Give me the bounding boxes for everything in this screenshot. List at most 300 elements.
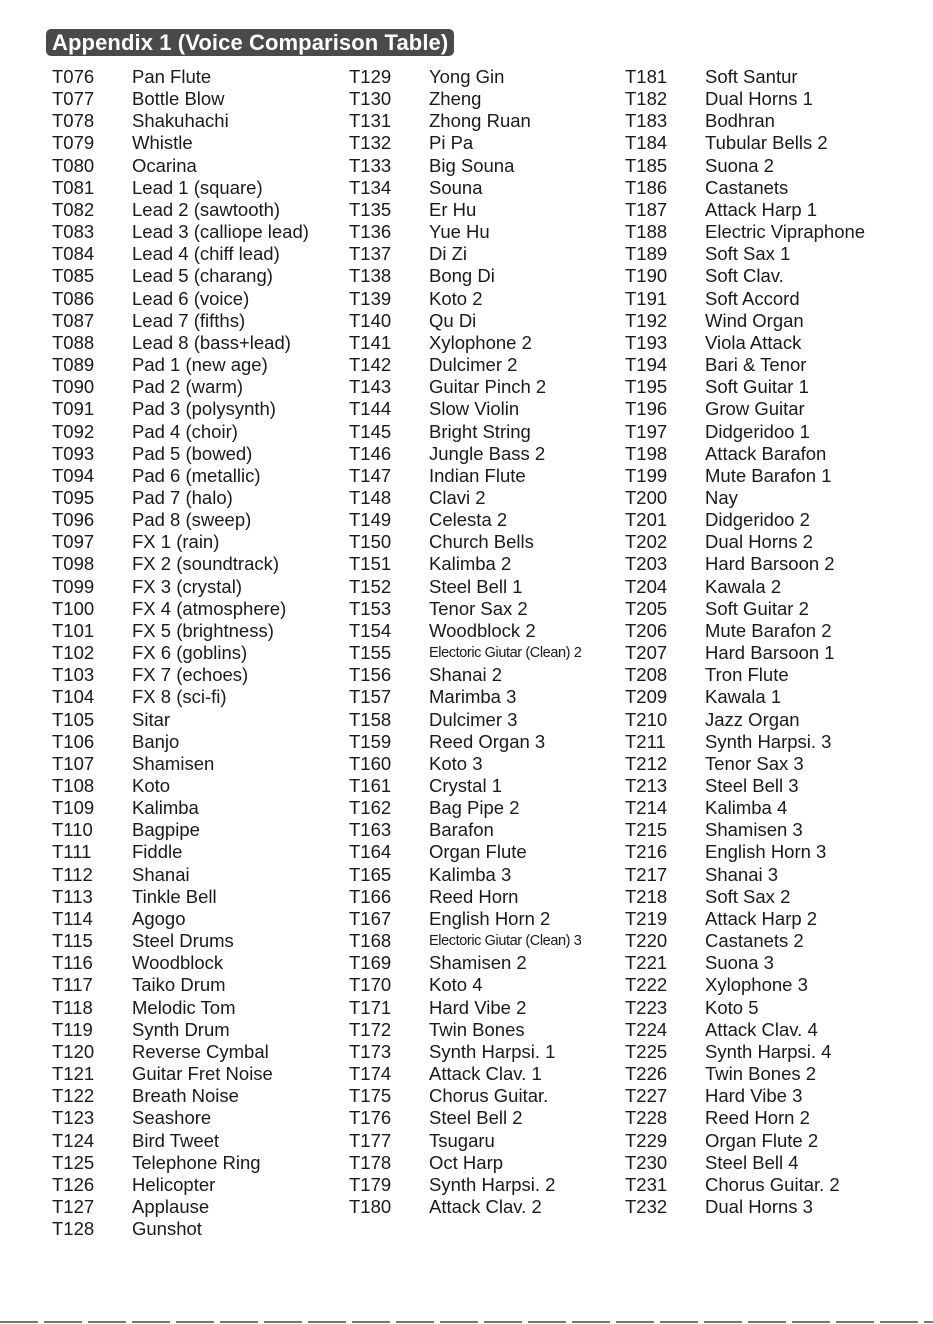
voice-number: T188 bbox=[625, 221, 668, 243]
voice-number: T143 bbox=[349, 376, 392, 398]
voice-name: Shamisen bbox=[132, 752, 215, 774]
voice-number: T222 bbox=[625, 974, 668, 996]
voice-number: T168 bbox=[349, 930, 392, 952]
voice-name: Fiddle bbox=[132, 841, 183, 863]
voice-name: Crystal 1 bbox=[429, 775, 502, 796]
voice-number: T134 bbox=[349, 176, 392, 198]
voice-name: Bag Pipe 2 bbox=[429, 797, 520, 819]
voice-number: T208 bbox=[625, 664, 668, 686]
voice-name: Zhong Ruan bbox=[429, 110, 531, 132]
voice-name: Steel Bell 2 bbox=[429, 1107, 523, 1129]
voice-number: T206 bbox=[625, 619, 668, 641]
voice-number: T175 bbox=[349, 1085, 392, 1107]
voice-name: Steel Bell 4 bbox=[705, 1151, 799, 1173]
voice-name: Chorus Guitar. bbox=[429, 1085, 549, 1107]
voice-name: Shamisen 2 bbox=[429, 952, 527, 974]
voice-name: Lead 3 (calliope lead) bbox=[132, 221, 309, 243]
voice-name: Mute Barafon 2 bbox=[705, 619, 832, 641]
voice-number: T130 bbox=[349, 88, 392, 110]
voice-number: T182 bbox=[625, 88, 668, 110]
voice-name: Dulcimer 2 bbox=[429, 354, 518, 376]
voice-number: T184 bbox=[625, 132, 668, 154]
voice-name: Grow Guitar bbox=[705, 398, 805, 420]
voice-name: Church Bells bbox=[429, 531, 534, 553]
voice-number: T163 bbox=[349, 819, 392, 841]
voice-number: T088 bbox=[52, 331, 95, 353]
voice-name: Pad 4 (choir) bbox=[132, 420, 238, 442]
voice-name: Koto 4 bbox=[429, 974, 483, 996]
voice-name: Soft Guitar 2 bbox=[705, 597, 809, 619]
voice-name: Soft Accord bbox=[705, 287, 800, 309]
voice-number: T114 bbox=[52, 907, 93, 929]
voice-name: FX 2 (soundtrack) bbox=[132, 553, 280, 575]
voice-name: Soft Sax 1 bbox=[705, 243, 791, 265]
voice-name: Chorus Guitar. 2 bbox=[705, 1173, 840, 1195]
voice-number: T093 bbox=[52, 442, 95, 464]
voice-name: Pad 1 (new age) bbox=[132, 354, 268, 376]
voice-name: Zheng bbox=[429, 88, 482, 110]
voice-name: Er Hu bbox=[429, 198, 477, 220]
voice-number: T118 bbox=[52, 996, 93, 1018]
voice-number: T152 bbox=[349, 575, 392, 597]
voice-number: T185 bbox=[625, 154, 668, 176]
voice-name: Yong Gin bbox=[429, 66, 505, 87]
voice-name: Lead 2 (sawtooth) bbox=[132, 198, 281, 220]
voice-name: Lead 8 (bass+lead) bbox=[132, 331, 291, 353]
voice-name: Lead 4 (chiff lead) bbox=[132, 243, 280, 265]
voice-number: T207 bbox=[625, 642, 668, 664]
voice-name: Ocarina bbox=[132, 154, 197, 176]
voice-number: T145 bbox=[349, 420, 392, 442]
voice-number: T193 bbox=[625, 331, 668, 353]
voice-number: T174 bbox=[349, 1063, 392, 1085]
voice-name: Soft Sax 2 bbox=[705, 885, 791, 907]
voice-number: T086 bbox=[52, 287, 95, 309]
voice-number: T149 bbox=[349, 509, 392, 531]
voice-name: Tron Flute bbox=[705, 664, 789, 686]
voice-number: T115 bbox=[52, 930, 93, 952]
voice-number: T200 bbox=[625, 486, 668, 508]
voice-name: Soft Clav. bbox=[705, 265, 784, 287]
voice-number: T148 bbox=[349, 486, 392, 508]
voice-name: Woodblock 2 bbox=[429, 619, 536, 641]
voice-name: Steel Drums bbox=[132, 930, 234, 952]
voice-number: T213 bbox=[625, 775, 668, 796]
voice-number: T083 bbox=[52, 221, 95, 243]
voice-name: English Horn 3 bbox=[705, 841, 827, 863]
voice-number: T098 bbox=[52, 553, 95, 575]
voice-number: T109 bbox=[52, 797, 95, 819]
voice-name: Telephone Ring bbox=[132, 1151, 261, 1173]
voice-number: T217 bbox=[625, 863, 668, 885]
voice-number: T192 bbox=[625, 309, 668, 331]
voice-number: T136 bbox=[349, 221, 392, 243]
voice-number: T161 bbox=[349, 775, 392, 796]
voice-number: T144 bbox=[349, 398, 392, 420]
voice-name: Shanai 3 bbox=[705, 863, 779, 885]
voice-name: Pad 6 (metallic) bbox=[132, 464, 261, 486]
voice-name: Kawala 1 bbox=[705, 686, 782, 708]
voice-name: Kalimba 3 bbox=[429, 863, 512, 885]
voice-name: Didgeridoo 1 bbox=[705, 420, 810, 442]
voice-number: T104 bbox=[52, 686, 95, 708]
voice-name: Applause bbox=[132, 1195, 210, 1217]
voice-number: T096 bbox=[52, 509, 95, 531]
voice-number: T210 bbox=[625, 708, 668, 730]
voice-number: T092 bbox=[52, 420, 95, 442]
voice-name: Reed Horn 2 bbox=[705, 1107, 810, 1129]
voice-number: T191 bbox=[625, 287, 668, 309]
voice-number: T172 bbox=[349, 1018, 392, 1040]
voice-number: T138 bbox=[349, 265, 392, 287]
voice-number: T196 bbox=[625, 398, 668, 420]
voice-name: Viola Attack bbox=[705, 331, 802, 353]
voice-name: Indian Flute bbox=[429, 464, 526, 486]
voice-number: T226 bbox=[625, 1063, 668, 1085]
voice-name: Bright String bbox=[429, 420, 531, 442]
voice-name: Pad 5 (bowed) bbox=[132, 442, 253, 464]
voice-number: T231 bbox=[625, 1173, 668, 1195]
voice-number: T113 bbox=[52, 885, 93, 907]
voice-name: Big Souna bbox=[429, 154, 515, 176]
voice-number: T228 bbox=[625, 1107, 668, 1129]
voice-name: Attack Clav. 2 bbox=[429, 1195, 542, 1217]
voice-number: T103 bbox=[52, 664, 95, 686]
voice-name: Di Zi bbox=[429, 243, 468, 265]
voice-name: Soft Guitar 1 bbox=[705, 376, 809, 398]
voice-number: T108 bbox=[52, 775, 95, 796]
voice-name: Agogo bbox=[132, 907, 186, 929]
voice-name: Taiko Drum bbox=[132, 974, 226, 996]
voice-name: Soft Santur bbox=[705, 66, 798, 87]
voice-number: T177 bbox=[349, 1129, 392, 1151]
voice-name: Synth Harpsi. 4 bbox=[705, 1040, 832, 1062]
voice-number: T106 bbox=[52, 730, 95, 752]
voice-number: T090 bbox=[52, 376, 95, 398]
voice-name: Lead 7 (fifths) bbox=[132, 309, 246, 331]
voice-name: Qu Di bbox=[429, 309, 477, 331]
voice-number: T120 bbox=[52, 1040, 95, 1062]
voice-number: T139 bbox=[349, 287, 392, 309]
voice-number: T140 bbox=[349, 309, 392, 331]
voice-number: T215 bbox=[625, 819, 668, 841]
voice-number: T085 bbox=[52, 265, 95, 287]
voice-number: T160 bbox=[349, 752, 392, 774]
voice-name: Tenor Sax 3 bbox=[705, 752, 804, 774]
voice-number: T107 bbox=[52, 752, 95, 774]
voice-number: T119 bbox=[52, 1018, 93, 1040]
voice-name: Mute Barafon 1 bbox=[705, 464, 832, 486]
voice-number: T162 bbox=[349, 797, 392, 819]
voice-name: Didgeridoo 2 bbox=[705, 509, 810, 531]
voice-number: T076 bbox=[52, 66, 95, 87]
voice-name: Bagpipe bbox=[132, 819, 200, 841]
voice-name: Gunshot bbox=[132, 1218, 202, 1240]
voice-name: Tsugaru bbox=[429, 1129, 495, 1151]
voice-number: T230 bbox=[625, 1151, 668, 1173]
voice-number: T129 bbox=[349, 66, 392, 87]
voice-number: T199 bbox=[625, 464, 668, 486]
voice-name: Marimba 3 bbox=[429, 686, 517, 708]
voice-name: Attack Clav. 1 bbox=[429, 1063, 542, 1085]
voice-number: T131 bbox=[349, 110, 392, 132]
voice-number: T194 bbox=[625, 354, 668, 376]
voice-name: FX 6 (goblins) bbox=[132, 642, 248, 664]
voice-number: T229 bbox=[625, 1129, 668, 1151]
voice-number: T158 bbox=[349, 708, 392, 730]
voice-number: T105 bbox=[52, 708, 95, 730]
voice-name: Banjo bbox=[132, 730, 180, 752]
voice-number: T125 bbox=[52, 1151, 95, 1173]
voice-name: English Horn 2 bbox=[429, 907, 551, 929]
voice-number: T165 bbox=[349, 863, 392, 885]
voice-name: Tenor Sax 2 bbox=[429, 597, 528, 619]
voice-number: T135 bbox=[349, 198, 392, 220]
voice-name: Electoric Giutar (Clean) 3 bbox=[429, 933, 582, 950]
voice-name: FX 3 (crystal) bbox=[132, 575, 242, 597]
voice-name: Barafon bbox=[429, 819, 494, 841]
voice-name: Twin Bones 2 bbox=[705, 1063, 817, 1085]
voice-number: T157 bbox=[349, 686, 392, 708]
voice-number: T203 bbox=[625, 553, 668, 575]
voice-name: Breath Noise bbox=[132, 1085, 239, 1107]
voice-name: Seashore bbox=[132, 1107, 212, 1129]
voice-number: T164 bbox=[349, 841, 392, 863]
voice-name: Pad 2 (warm) bbox=[132, 376, 244, 398]
voice-number: T195 bbox=[625, 376, 668, 398]
voice-name: Jungle Bass 2 bbox=[429, 442, 546, 464]
voice-number: T197 bbox=[625, 420, 668, 442]
voice-number: T186 bbox=[625, 176, 668, 198]
voice-number: T112 bbox=[52, 863, 93, 885]
voice-number: T111 bbox=[52, 841, 92, 863]
voice-number: T178 bbox=[349, 1151, 392, 1173]
voice-number: T204 bbox=[625, 575, 668, 597]
voice-name: Sitar bbox=[132, 708, 171, 730]
voice-number: T079 bbox=[52, 132, 95, 154]
voice-name: Attack Harp 1 bbox=[705, 198, 818, 220]
voice-number: T169 bbox=[349, 952, 392, 974]
voice-number: T190 bbox=[625, 265, 668, 287]
voice-number: T081 bbox=[52, 176, 95, 198]
voice-name: Bari & Tenor bbox=[705, 354, 807, 376]
voice-number: T117 bbox=[52, 974, 93, 996]
voice-name: Shamisen 3 bbox=[705, 819, 803, 841]
voice-number: T124 bbox=[52, 1129, 95, 1151]
voice-name: Reed Organ 3 bbox=[429, 730, 546, 752]
voice-name: Dulcimer 3 bbox=[429, 708, 518, 730]
voice-number: T205 bbox=[625, 597, 668, 619]
voice-name: Hard Barsoon 1 bbox=[705, 642, 835, 664]
voice-name: Shanai bbox=[132, 863, 190, 885]
voice-name: Organ Flute 2 bbox=[705, 1129, 819, 1151]
voice-name: Nay bbox=[705, 486, 738, 508]
voice-number: T128 bbox=[52, 1218, 95, 1240]
voice-number: T220 bbox=[625, 930, 668, 952]
voice-number: T187 bbox=[625, 198, 668, 220]
voice-number: T126 bbox=[52, 1173, 95, 1195]
voice-name: Pi Pa bbox=[429, 132, 474, 154]
voice-number: T077 bbox=[52, 88, 95, 110]
voice-name: Jazz Organ bbox=[705, 708, 800, 730]
voice-name: Pan Flute bbox=[132, 66, 212, 87]
voice-name: Hard Vibe 3 bbox=[705, 1085, 803, 1107]
voice-name: Synth Harpsi. 3 bbox=[705, 730, 832, 752]
voice-name: Pad 8 (sweep) bbox=[132, 509, 252, 531]
voice-number: T095 bbox=[52, 486, 95, 508]
voice-name: Dual Horns 3 bbox=[705, 1195, 813, 1217]
voice-name: Kalimba bbox=[132, 797, 199, 819]
voice-number: T212 bbox=[625, 752, 668, 774]
voice-number: T201 bbox=[625, 509, 668, 531]
voice-name: Shakuhachi bbox=[132, 110, 229, 132]
voice-name: Kalimba 4 bbox=[705, 797, 788, 819]
voice-number: T142 bbox=[349, 354, 392, 376]
voice-number: T102 bbox=[52, 642, 95, 664]
voice-name: Attack Barafon bbox=[705, 442, 827, 464]
voice-name: Kawala 2 bbox=[705, 575, 782, 597]
voice-name: Kalimba 2 bbox=[429, 553, 512, 575]
voice-number: T225 bbox=[625, 1040, 668, 1062]
voice-number: T078 bbox=[52, 110, 95, 132]
voice-number: T097 bbox=[52, 531, 95, 553]
voice-name: FX 5 (brightness) bbox=[132, 619, 274, 641]
voice-name: Synth Harpsi. 1 bbox=[429, 1040, 556, 1062]
voice-name: Attack Harp 2 bbox=[705, 907, 818, 929]
voice-number: T189 bbox=[625, 243, 668, 265]
voice-name: Whistle bbox=[132, 132, 193, 154]
voice-name: Dual Horns 2 bbox=[705, 531, 813, 553]
voice-name: Dual Horns 1 bbox=[705, 88, 813, 110]
voice-number: T171 bbox=[349, 996, 392, 1018]
voice-name: Castanets bbox=[705, 176, 789, 198]
voice-name: Koto bbox=[132, 775, 171, 796]
voice-number: T218 bbox=[625, 885, 668, 907]
voice-name: Helicopter bbox=[132, 1173, 216, 1195]
voice-name: Suona 2 bbox=[705, 154, 774, 176]
voice-number: T094 bbox=[52, 464, 95, 486]
voice-name: Tubular Bells 2 bbox=[705, 132, 828, 154]
voice-number: T156 bbox=[349, 664, 392, 686]
voice-name: FX 4 (atmosphere) bbox=[132, 597, 287, 619]
voice-number: T211 bbox=[625, 730, 666, 752]
voice-name: Tinkle Bell bbox=[132, 885, 217, 907]
voice-number: T137 bbox=[349, 243, 392, 265]
voice-number: T155 bbox=[349, 642, 392, 664]
voice-name: FX 7 (echoes) bbox=[132, 664, 249, 686]
voice-number: T221 bbox=[625, 952, 668, 974]
voice-number: T091 bbox=[52, 398, 95, 420]
voice-name: Melodic Tom bbox=[132, 996, 236, 1018]
voice-name: Yue Hu bbox=[429, 221, 490, 243]
voice-number: T121 bbox=[52, 1063, 95, 1085]
voice-number: T123 bbox=[52, 1107, 95, 1129]
voice-number: T150 bbox=[349, 531, 392, 553]
voice-number: T110 bbox=[52, 819, 93, 841]
voice-number: T166 bbox=[349, 885, 392, 907]
voice-name: Guitar Fret Noise bbox=[132, 1063, 273, 1085]
voice-number: T147 bbox=[349, 464, 392, 486]
voice-number: T087 bbox=[52, 309, 95, 331]
voice-number: T122 bbox=[52, 1085, 95, 1107]
voice-name: FX 1 (rain) bbox=[132, 531, 220, 553]
voice-number: T141 bbox=[349, 331, 392, 353]
voice-name: Pad 3 (polysynth) bbox=[132, 398, 276, 420]
voice-name: Attack Clav. 4 bbox=[705, 1018, 818, 1040]
voice-name: Souna bbox=[429, 176, 483, 198]
voice-number: T173 bbox=[349, 1040, 392, 1062]
voice-number: T132 bbox=[349, 132, 392, 154]
voice-number: T219 bbox=[625, 907, 668, 929]
voice-number: T101 bbox=[52, 619, 95, 641]
voice-name: Oct Harp bbox=[429, 1151, 504, 1173]
voice-name: Xylophone 2 bbox=[429, 331, 532, 353]
voice-number: T167 bbox=[349, 907, 392, 929]
voice-number: T180 bbox=[349, 1195, 392, 1217]
voice-number: T183 bbox=[625, 110, 668, 132]
voice-name: Suona 3 bbox=[705, 952, 774, 974]
voice-name: Bodhran bbox=[705, 110, 775, 132]
voice-name: Koto 2 bbox=[429, 287, 483, 309]
voice-name: Bottle Blow bbox=[132, 88, 225, 110]
voice-name: Twin Bones bbox=[429, 1018, 525, 1040]
voice-name: Steel Bell 3 bbox=[705, 775, 799, 796]
voice-number: T216 bbox=[625, 841, 668, 863]
voice-number: T232 bbox=[625, 1195, 668, 1217]
voice-name: Slow Violin bbox=[429, 398, 520, 420]
voice-number: T202 bbox=[625, 531, 668, 553]
voice-name: Bird Tweet bbox=[132, 1129, 220, 1151]
voice-number: T179 bbox=[349, 1173, 392, 1195]
voice-number: T151 bbox=[349, 553, 392, 575]
voice-number: T146 bbox=[349, 442, 392, 464]
voice-name: Wind Organ bbox=[705, 309, 804, 331]
voice-number: T214 bbox=[625, 797, 668, 819]
voice-name: FX 8 (sci-fi) bbox=[132, 686, 227, 708]
voice-name: Celesta 2 bbox=[429, 509, 508, 531]
voice-number: T133 bbox=[349, 154, 392, 176]
voice-name: Lead 1 (square) bbox=[132, 176, 263, 198]
voice-number: T176 bbox=[349, 1107, 392, 1129]
voice-name: Clavi 2 bbox=[429, 486, 486, 508]
voice-number: T198 bbox=[625, 442, 668, 464]
voice-number: T159 bbox=[349, 730, 392, 752]
voice-name: Koto 3 bbox=[429, 752, 483, 774]
voice-number: T153 bbox=[349, 597, 392, 619]
voice-number: T116 bbox=[52, 952, 93, 974]
voice-name: Synth Drum bbox=[132, 1018, 230, 1040]
voice-number: T089 bbox=[52, 354, 95, 376]
voice-name: Shanai 2 bbox=[429, 664, 503, 686]
voice-number: T127 bbox=[52, 1195, 95, 1217]
voice-name: Hard Vibe 2 bbox=[429, 996, 527, 1018]
voice-number: T080 bbox=[52, 154, 95, 176]
voice-name: Electric Vipraphone bbox=[705, 221, 866, 243]
voice-name: Steel Bell 1 bbox=[429, 575, 523, 597]
voice-name: Hard Barsoon 2 bbox=[705, 553, 835, 575]
voice-name: Woodblock bbox=[132, 952, 224, 974]
voice-name: Organ Flute bbox=[429, 841, 527, 863]
voice-name: Bong Di bbox=[429, 265, 495, 287]
voice-number: T209 bbox=[625, 686, 668, 708]
voice-number: T154 bbox=[349, 619, 392, 641]
voice-name: Lead 6 (voice) bbox=[132, 287, 250, 309]
voice-name: Castanets 2 bbox=[705, 930, 804, 952]
voice-name: Electoric Giutar (Clean) 2 bbox=[429, 645, 582, 662]
voice-name: Guitar Pinch 2 bbox=[429, 376, 547, 398]
voice-number: T223 bbox=[625, 996, 668, 1018]
voice-number: T224 bbox=[625, 1018, 668, 1040]
